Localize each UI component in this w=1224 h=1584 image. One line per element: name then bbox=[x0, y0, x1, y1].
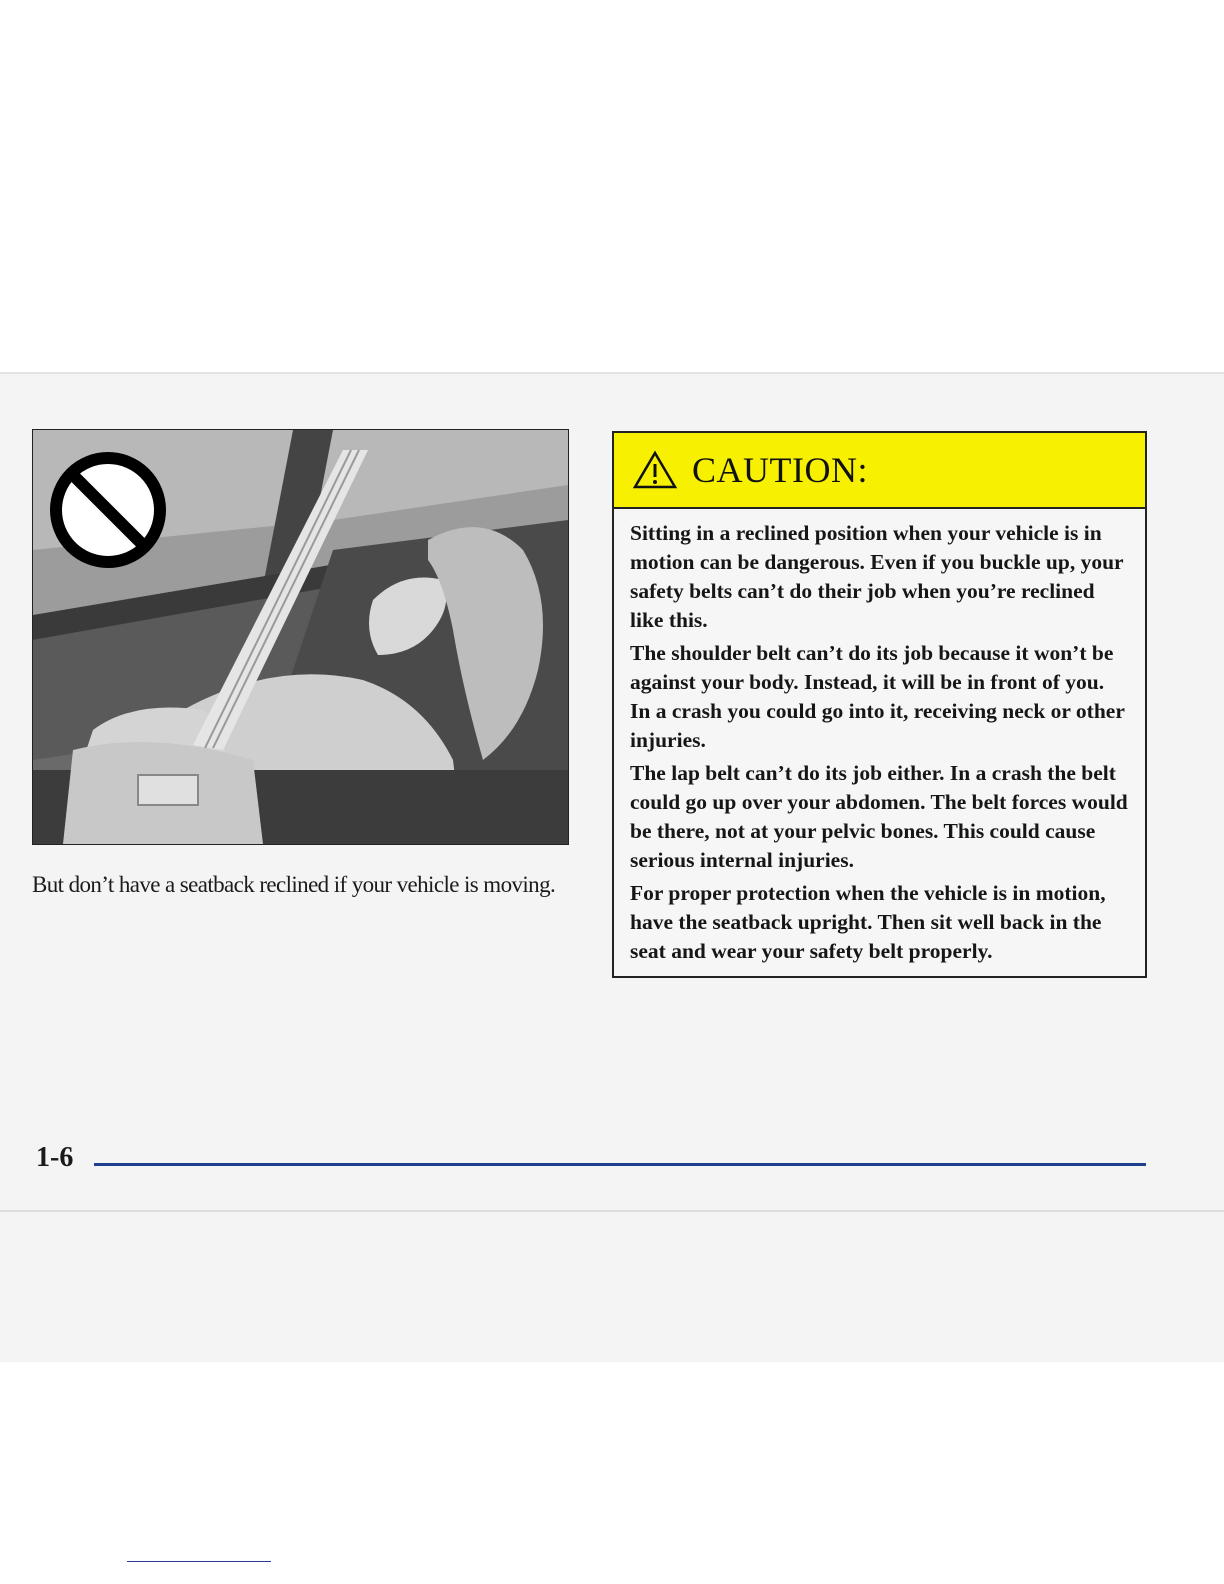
caution-header bbox=[614, 433, 1145, 509]
reclined-passenger-illustration bbox=[32, 429, 569, 845]
illustration-caption: But don’t have a seatback reclined if your vehicle is moving. bbox=[32, 872, 556, 897]
footer-rule bbox=[94, 1163, 1146, 1166]
caution-paragraph: The lap belt can’t do its job either. In a crash the belt could go up over your abdomen. The belt forces would be there, not at your pelvic bones. This could cause serious internal injuries. bbox=[630, 761, 1128, 872]
bottom-underline bbox=[127, 1561, 271, 1562]
caution-paragraph: For proper protection when the vehicle is in motion, have the seatback upright. Then sit well back in the seat and wear your safety belt properly. bbox=[630, 881, 1106, 963]
warning-triangle-icon bbox=[632, 450, 678, 490]
caution-paragraph: The shoulder belt can’t do its job because it won’t be against your body. Instead, it will be in front of you. In a crash you could go into it, receiving neck or other injuries. bbox=[630, 641, 1125, 752]
page-number: 1-6 bbox=[36, 1142, 74, 1173]
caution-title: CAUTION: bbox=[692, 450, 868, 490]
band-divider bbox=[0, 1210, 1224, 1212]
caution-paragraph: Sitting in a reclined position when your vehicle is in motion can be dangerous. Even if you buckle up, your safety belts can’t do their job when you’re reclined like this. bbox=[630, 521, 1124, 632]
caution-body bbox=[614, 509, 1145, 966]
caution-box bbox=[612, 431, 1147, 978]
no-symbol-icon bbox=[56, 458, 160, 562]
